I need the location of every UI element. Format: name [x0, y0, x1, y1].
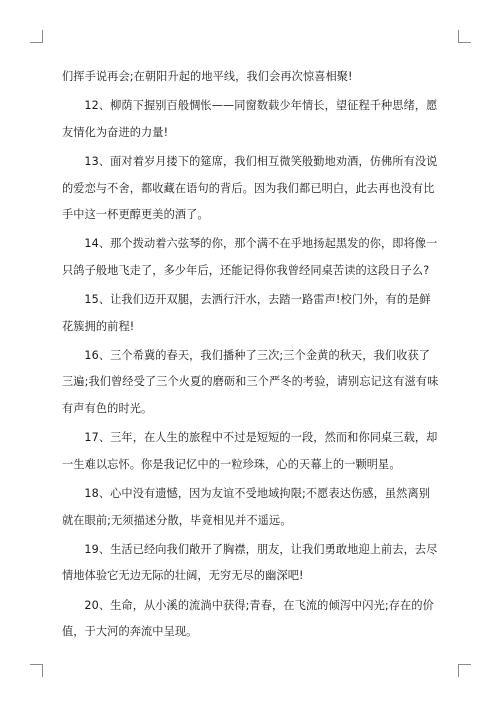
paragraph-17: 17、三年，在人生的旅程中不过是短短的一段，然而和你同桌三载，却一生难以忘怀。你是我记忆中的一粒珍珠，心的天幕上的一颗明星。 [62, 431, 438, 471]
paragraph-continuation: 们挥手说再会;在朝阳升起的地平线，我们会再次惊喜相聚! [62, 70, 353, 83]
paragraph-16: 16、三个希冀的春天，我们播种了三次;三个金黄的秋天，我们收获了三遍;我们曾经受了三个火夏的磨砺和三个严冬的考验，请别忘记这有滋有味有声有色的时光。 [62, 349, 439, 415]
crop-mark-bottom-right [458, 664, 471, 677]
paragraph-18: 18、心中没有遗憾，因为友谊不受地域拘限;不愿表达伤感，虽然离别就在眼前;无须描述分散，毕竟相见并不遥远。 [62, 487, 431, 527]
crop-mark-top-right [458, 30, 471, 43]
paragraph-19: 19、生活已经向我们敞开了胸襟，朋友，让我们勇敢地迎上前去，去尽情地体验它无边无际的壮阔，无穷无尽的幽深吧! [62, 542, 438, 583]
crop-mark-bottom-left [30, 664, 43, 677]
paragraph-20: 20、生命，从小溪的流淌中获得;青春，在飞流的倾泻中闪光;存在的价值，于大河的奔流中呈现。 [62, 598, 434, 639]
paragraph-13: 13、面对着岁月搂下的筵席，我们相互微笑般勤地劝酒，仿佛所有没说的爱恋与不舍，都收藏在语句的背后。因为我们都已明白，此去再也没有比手中这一杯更醇更美的酒了。 [62, 155, 438, 222]
paragraph-14: 14、那个拨动着六弦琴的你，那个满不在乎地扬起黑发的你，即将像一只鸽子般地飞走了，多少年后，还能记得你我曾经同桌苦读的这段日子么? [62, 237, 438, 277]
paragraph-12: 12、柳荫下握别百般惆怅——同窗数载少年情长，望征程千种思绪，愿友情化为奋进的力量! [62, 99, 438, 139]
crop-mark-top-left [30, 30, 43, 43]
paragraph-15: 15、让我们迈开双腿，去洒行汗水，去踏一路雷声!校门外，有的是鲜花簇拥的前程! [62, 293, 431, 333]
document-body [62, 64, 440, 649]
